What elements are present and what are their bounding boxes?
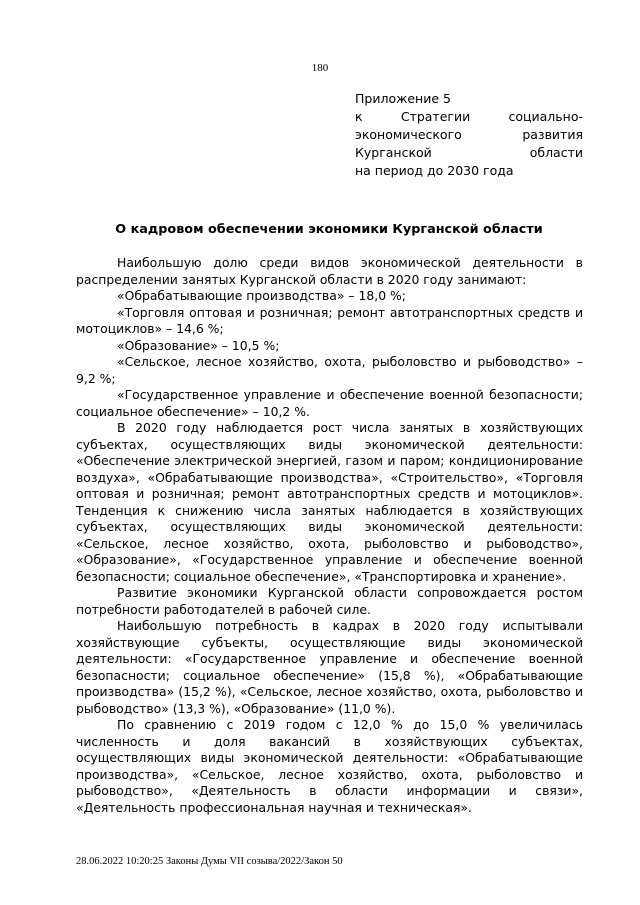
appendix-line: к Стратегии социально- xyxy=(355,109,583,124)
paragraph: Наибольшую потребность в кадрах в 2020 году испытывали хозяйствующие субъекты, осуществляющие виды экономической деятельности: «Государственное управление и обеспечение военной безопасности; социальное обеспечение» (15,8 %), «Обрабатывающие производства» (15,2 %), «Сельское, лесное хозяйство, охота, рыболовство и рыбоводство» (13,3 %), «Образование» (11,0 %). xyxy=(76,618,583,716)
paragraph: «Обрабатывающие производства» – 18,0 %; xyxy=(117,288,406,303)
appendix-reference xyxy=(355,90,583,180)
paragraph: Развитие экономики Курганской области сопровождается ростом потребности работодателей в рабочей силе. xyxy=(76,585,583,617)
section-title: О кадровом обеспечении экономики Курганской области xyxy=(115,222,543,237)
appendix-line: экономического развития xyxy=(355,127,583,142)
paragraph: По сравнению с 2019 годом с 12,0 % до 15,0 % увеличилась численность и доля вакансий в хозяйствующих субъектах, осуществляющих виды экономической деятельности: «Обрабатывающие производства», «Сельское, лесное хозяйство, охота, рыболовство и рыбоводство», «Деятельность в области информации и связи», «Деятельность профессиональная научная и техническая». xyxy=(76,717,583,815)
paragraph: «Образование» – 10,5 %; xyxy=(117,337,280,353)
appendix-line: на период до 2030 года xyxy=(355,163,514,178)
paragraph: Наибольшую долю среди видов экономической деятельности в распределении занятых Курганской области в 2020 году занимают: xyxy=(76,255,583,287)
appendix-line: Курганской области xyxy=(355,145,583,160)
paragraph: «Сельское, лесное хозяйство, охота, рыболовство и рыбоводство» – 9,2 %; xyxy=(76,354,583,386)
paragraph: «Торговля оптовая и розничная; ремонт автотранспортных средств и мотоциклов» – 14,6 %; xyxy=(76,304,583,336)
body-text xyxy=(76,255,583,816)
paragraph: «Государственное управление и обеспечение военной безопасности; социальное обеспечение» – 10,2 %. xyxy=(76,387,583,419)
document-footer: 28.06.2022 10:20:25 Законы Думы VII созыва/2022/Закон 50 xyxy=(76,856,343,867)
page-number: 180 xyxy=(311,62,329,74)
appendix-line: Приложение 5 xyxy=(355,91,451,106)
paragraph: В 2020 году наблюдается рост числа занятых в хозяйствующих субъектах, осуществляющих виды экономической деятельности: «Обеспечение электрической энергией, газом и паром; кондиционирование воздуха», «Обрабатывающие производства», «Строительство», «Торговля оптовая и розничная; ремонт автотранспортных средств и мотоциклов». Тенденция к снижению числа занятых наблюдается в хозяйствующих субъектах, осуществляющих виды экономической деятельности: «Сельское, лесное хозяйство, охота, рыболовство и рыбоводство», «Образование», «Государственное управление и обеспечение военной безопасности; социальное обеспечение», «Транспортировка и хранение». xyxy=(76,420,583,584)
